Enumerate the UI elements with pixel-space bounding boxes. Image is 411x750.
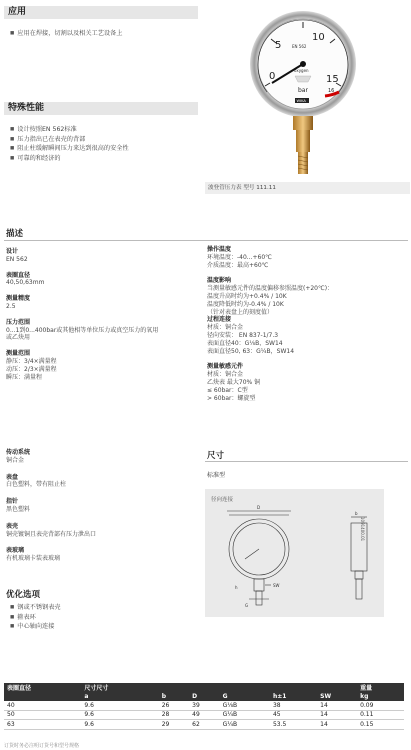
table-cell: 45 — [270, 710, 317, 720]
section-title-features: 特殊性能 — [4, 102, 198, 115]
spec-title: 指针 — [6, 498, 19, 506]
svg-text:WIKA: WIKA — [296, 99, 306, 103]
table-cell: 26 — [159, 701, 189, 710]
table-cell: 62 — [189, 720, 219, 730]
svg-text:SW: SW — [273, 583, 280, 588]
spec-value: 材质：铜合金 — [207, 371, 244, 379]
divider — [4, 240, 408, 241]
spec-value: 铜合金 — [6, 456, 25, 464]
spec-value: 0...1到0...400bar或其他相等单位压力或真空压力的氧用 — [6, 326, 159, 334]
list-item: ■ 中心轴向连接 — [10, 623, 61, 633]
list-item: ■ 箍表环 — [10, 614, 61, 624]
features-list — [10, 126, 129, 164]
header-cell: G — [220, 692, 270, 701]
spec-value: 当测量敏感元件的温度偏移参照温度(+20℃)： — [207, 285, 334, 293]
table-cell: 0.09 — [357, 701, 404, 710]
table-row — [4, 720, 404, 730]
table-cell: 9.6 — [81, 701, 158, 710]
section-title-application: 应用 — [4, 6, 198, 19]
options-list — [10, 604, 61, 633]
spec-title: 表圈直径 — [6, 271, 31, 279]
pressure-gauge-image — [245, 6, 365, 178]
table-cell: 0.15 — [357, 720, 404, 730]
application-list — [10, 30, 122, 40]
drawing-code: 1091400.01 — [360, 517, 365, 542]
section-title-dimensions: 尺寸 — [207, 451, 225, 461]
table-cell: 14 — [317, 720, 357, 730]
list-item: ■ 应用在焊接，切割以及相关工艺设备上 — [10, 30, 122, 40]
spec-value: 表面直径40：G⅛B，SW14 — [207, 339, 283, 347]
table-subheader-row — [4, 692, 404, 701]
table-cell: 28 — [159, 710, 189, 720]
scale-label-10: 10 — [312, 32, 325, 43]
spec-value: 或乙炔用 — [6, 334, 31, 342]
header-cell — [220, 683, 270, 692]
spec-value: 静压：3/4×满量程 — [6, 357, 57, 365]
table-cell: 0.11 — [357, 710, 404, 720]
dimension-table — [4, 683, 404, 730]
header-cell: h±1 — [270, 692, 317, 701]
gauge-caption: 波登管压力表 型号 111.11 — [205, 182, 410, 194]
table-cell: G⅛B — [220, 701, 270, 710]
spec-value: 材质：铜合金 — [207, 324, 244, 332]
divider — [205, 461, 408, 462]
spec-value: 2.5 — [6, 302, 16, 310]
spec-value: 环境温度：-40...+60℃ — [207, 253, 272, 261]
table-cell: 14 — [317, 710, 357, 720]
svg-text:h: h — [235, 585, 238, 590]
spec-value: 径向安装： EN 837-1/7.3 — [207, 331, 279, 339]
header-cell — [317, 683, 357, 692]
list-item: ■ 可靠的和经济的 — [10, 155, 129, 165]
description-left — [6, 248, 196, 381]
table-row — [4, 701, 404, 710]
table-cell: 39 — [189, 701, 219, 710]
table-cell: G¼B — [220, 710, 270, 720]
description-right — [207, 246, 407, 402]
table-cell: 29 — [159, 720, 189, 730]
gauge-max: 16 — [328, 88, 335, 94]
svg-text:b: b — [355, 511, 358, 516]
svg-text:D: D — [257, 505, 261, 510]
technical-drawing — [205, 489, 384, 617]
spec-title: 测量敏感元件 — [207, 363, 244, 371]
drawing-label: 径向连接 — [211, 497, 234, 503]
spec-title: 表壳 — [6, 522, 19, 530]
spec-value: 瞬压：满量程 — [6, 373, 43, 381]
svg-text:G: G — [245, 603, 249, 608]
table-cell: 38 — [270, 701, 317, 710]
gauge-gas: oxygen — [294, 68, 309, 73]
scale-label-15: 15 — [326, 74, 339, 85]
table-cell: 40 — [4, 701, 81, 710]
dimension-drawing — [205, 489, 384, 617]
description-bottom — [6, 449, 196, 563]
header-cell: kg — [357, 692, 404, 701]
header-cell: SW — [317, 692, 357, 701]
scale-label-5: 5 — [275, 40, 282, 51]
spec-value: 40,50,63mm — [6, 279, 45, 287]
spec-value: ≤ 60bar：C型 — [207, 386, 248, 394]
spec-title: 表盘 — [6, 473, 19, 481]
table-header-row — [4, 683, 404, 692]
table-row — [4, 710, 404, 720]
gauge-standard: EN 562 — [292, 44, 307, 49]
spec-title: 设计 — [6, 248, 19, 255]
spec-value: 白色塑料，带有阻止柱 — [6, 481, 67, 489]
spec-title: 表玻璃 — [6, 547, 25, 555]
spec-value: 介质温度：最高+60℃ — [207, 261, 269, 269]
spec-value: 黑色塑料 — [6, 505, 31, 513]
dimensions-subtitle: 标准型 — [207, 472, 226, 479]
header-cell — [189, 683, 219, 692]
spec-title: 测量范围 — [6, 350, 31, 358]
spec-value: 动压：2/3×满量程 — [6, 365, 57, 373]
spec-value: 表面直径50, 63：G¼B，SW14 — [207, 347, 295, 355]
gauge-unit: bar — [298, 87, 308, 94]
header-cell: 尺寸尺寸 — [81, 683, 158, 692]
list-item: ■ 设计按照EN 562标准 — [10, 126, 129, 136]
header-cell: D — [189, 692, 219, 701]
section-title-options: 优化选项 — [6, 590, 41, 600]
table-cell: 49 — [189, 710, 219, 720]
table-cell: 14 — [317, 701, 357, 710]
section-title-description: 描述 — [6, 229, 24, 239]
list-item: ■ 钢或不锈钢表壳 — [10, 604, 61, 614]
spec-value: > 60bar：螺旋型 — [207, 394, 256, 402]
spec-value: EN 562 — [6, 255, 28, 263]
spec-value: 铜壳镀铜且表壳背部有压力泄出口 — [6, 530, 97, 538]
spec-value: （针对表盘上的刻度值） — [207, 308, 274, 316]
header-cell: 重量 — [357, 683, 404, 692]
header-cell — [4, 692, 81, 701]
table-cell: 63 — [4, 720, 81, 730]
spec-title: 测量精度 — [6, 295, 31, 303]
footer-note: 订货时务必注明订货号和型号规格 — [4, 743, 80, 749]
list-item: ■ 压力指出已在表壳的背部 — [10, 136, 129, 146]
table-cell: 53.5 — [270, 720, 317, 730]
spec-title: 温度影响 — [207, 277, 232, 285]
table-cell: 50 — [4, 710, 81, 720]
spec-title: 压力范围 — [6, 318, 31, 326]
spec-value: 温度升高时约为+0.4% / 10K — [207, 292, 287, 300]
list-item: ■ 阻止柱缓解瞬间压力来达到很高的安全性 — [10, 145, 129, 155]
spec-value: 温度降低时约为-0.4% / 10K — [207, 300, 284, 308]
spec-title: 操作温度 — [207, 246, 232, 253]
table-cell: G¼B — [220, 720, 270, 730]
table-cell: 9.6 — [81, 710, 158, 720]
header-cell — [159, 683, 189, 692]
spec-title: 传动系统 — [6, 449, 31, 456]
spec-value: 有机玻璃卡装表玻璃 — [6, 555, 61, 563]
scale-label-0: 0 — [269, 71, 276, 82]
spec-title: 过程连接 — [207, 316, 232, 324]
header-cell: b — [159, 692, 189, 701]
spec-value: 乙炔表 最大70% 铜 — [207, 378, 261, 386]
table-cell: 9.6 — [81, 720, 158, 730]
header-cell: a — [81, 692, 158, 701]
header-cell: 表圈直径 — [4, 683, 81, 692]
header-cell — [270, 683, 317, 692]
